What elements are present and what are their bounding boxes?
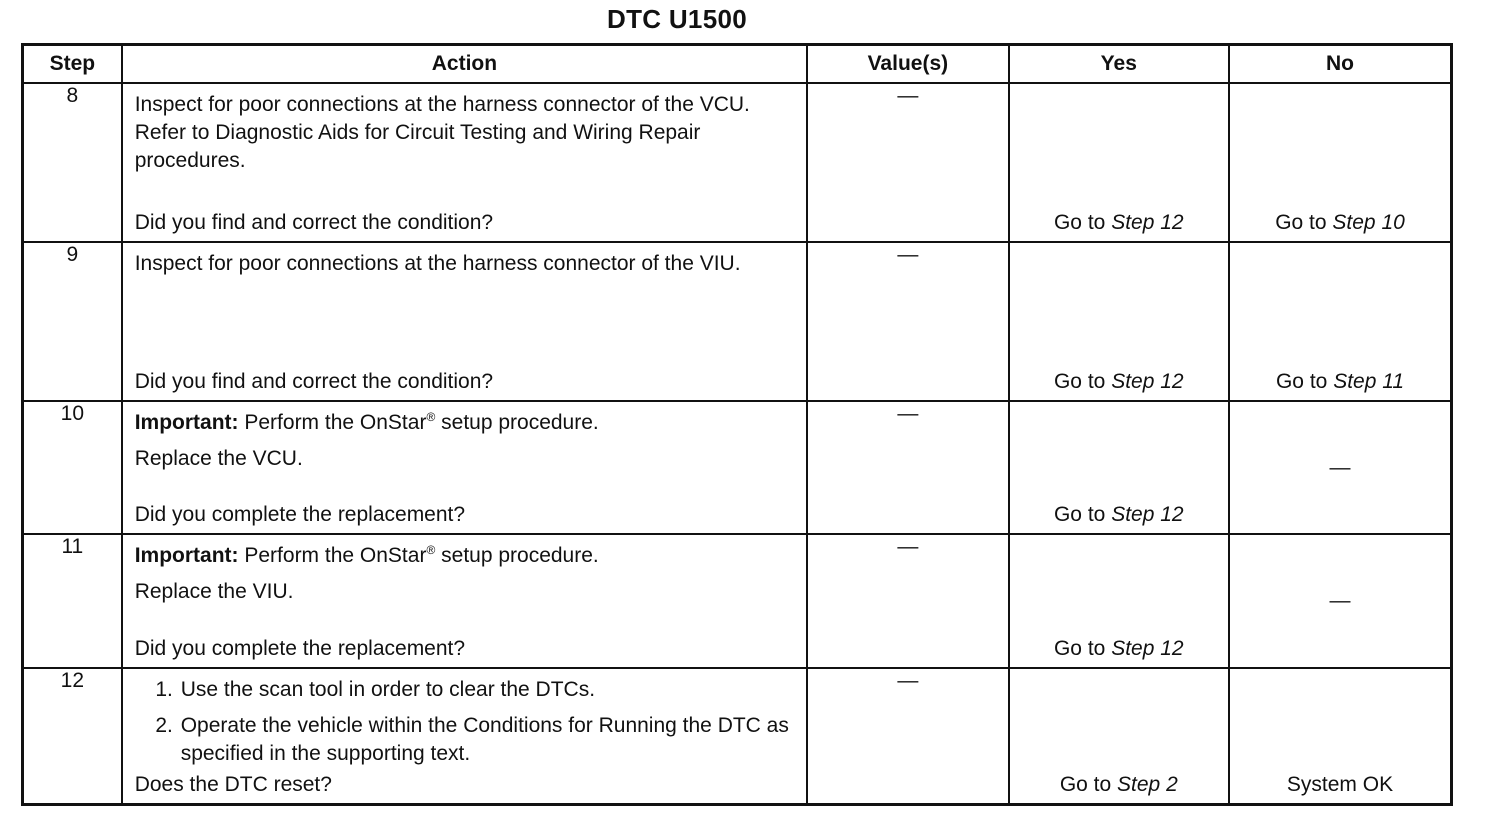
action-question: Did you find and correct the condition? [134,211,494,234]
value-cell: — [807,534,1008,668]
step-number: 9 [23,242,122,401]
header-action: Action [122,45,807,84]
yes-step-link: Step 12 [1111,370,1184,393]
yes-cell [1009,668,1229,805]
yes-prefix: Go to [1053,211,1106,234]
value-cell: — [807,242,1008,401]
yes-cell [1009,242,1229,401]
header-no: No [1229,45,1451,84]
action-cell [122,401,807,534]
yes-cell [1009,534,1229,668]
header-step: Step [23,45,122,84]
yes-prefix: Go to [1059,773,1112,796]
no-step-link: Step 11 [1333,370,1405,393]
page-title: DTC U1500 [607,4,747,34]
value-cell: — [807,401,1008,534]
important-text: Perform the OnStar [244,544,427,567]
action-question: Did you find and correct the condition? [134,370,494,393]
action-text: Replace the VIU. [134,580,294,603]
important-tail: setup procedure. [441,544,599,567]
table-row [23,534,1452,668]
step-number: 8 [23,83,122,242]
yes-prefix: Go to [1053,637,1106,660]
important-text: Perform the OnStar [244,411,427,434]
registered-mark: ® [426,410,436,424]
action-cell [122,668,807,805]
action-cell [122,242,807,401]
no-value: System OK [1286,773,1394,796]
step-number: 10 [23,401,122,534]
table-row [23,83,1452,242]
action-question: Did you complete the replacement? [134,637,466,660]
important-label: Important: [134,544,239,567]
registered-mark: ® [426,543,436,557]
no-prefix: Go to [1275,211,1327,234]
value-cell: — [807,668,1008,805]
value-cell: — [807,83,1008,242]
diagnostic-table [21,43,1453,806]
step-number: 12 [23,668,122,805]
no-prefix: Go to [1275,370,1328,393]
table-row [23,401,1452,534]
table-row [23,668,1452,805]
yes-step-link: Step 12 [1111,503,1184,526]
important-note [135,542,796,570]
header-values: Value(s) [807,45,1008,84]
yes-prefix: Go to [1053,370,1106,393]
yes-cell [1009,401,1229,534]
no-cell [1229,668,1451,805]
important-label: Important: [134,411,239,434]
important-note [135,409,796,437]
action-text: Inspect for poor connections at the harness connector of the VIU. [134,252,741,275]
yes-step-link: Step 12 [1111,637,1184,660]
no-value: — [1329,589,1351,612]
action-question: Does the DTC reset? [134,773,332,796]
yes-prefix: Go to [1053,503,1106,526]
step-number: 11 [23,534,122,668]
no-cell [1229,242,1451,401]
action-cell [122,534,807,668]
no-step-link: Step 10 [1332,211,1405,234]
list-item: 2. Operate the vehicle within the Conditions for Running the DTC as specified in the supporting text. [179,712,796,768]
header-yes: Yes [1009,45,1229,84]
yes-cell [1009,83,1229,242]
list-item: 1. Use the scan tool in order to clear the DTCs. [179,676,796,704]
no-cell [1229,401,1451,534]
no-value: — [1329,455,1351,479]
action-text: Refer to Diagnostic Aids for Circuit Testing and Wiring Repair procedures. [134,121,701,172]
important-tail: setup procedure. [441,411,599,434]
yes-step-link: Step 2 [1117,773,1178,796]
no-cell [1229,83,1451,242]
action-text: Inspect for poor connections at the harness connector of the VCU. [134,93,750,116]
table-row [23,242,1452,401]
numbered-list [123,676,796,768]
action-question: Did you complete the replacement? [134,503,466,526]
header-row [23,45,1452,84]
action-text: Replace the VCU. [134,447,303,470]
yes-step-link: Step 12 [1111,211,1184,234]
no-cell [1229,534,1451,668]
action-cell [122,83,807,242]
